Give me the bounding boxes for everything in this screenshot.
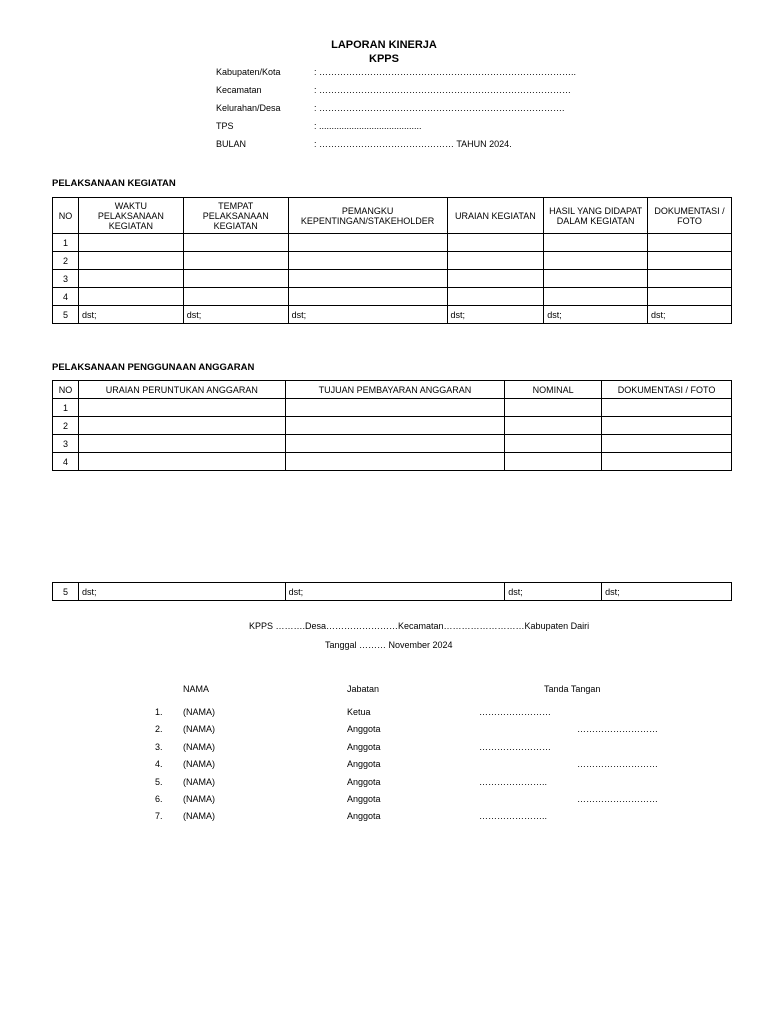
- cell: [648, 288, 732, 306]
- signature-line: ………………………: [577, 759, 658, 769]
- table-row: [53, 270, 732, 288]
- date-line: Tanggal ……… November 2024: [325, 640, 453, 650]
- signer-jabatan: Anggota: [347, 811, 381, 821]
- cell: [78, 417, 285, 435]
- cell: dst;: [285, 583, 505, 601]
- cell: [78, 435, 285, 453]
- cell: [602, 435, 732, 453]
- signer-no: 5.: [155, 777, 163, 787]
- table-row: [53, 435, 732, 453]
- cell-no: 3: [53, 435, 79, 453]
- cell: [288, 288, 447, 306]
- signature-line: …………………..: [479, 811, 548, 821]
- col-header-hasil: HASIL YANG DIDAPAT DALAM KEGIATAN: [544, 198, 648, 234]
- cell: [285, 417, 505, 435]
- table-row: [53, 288, 732, 306]
- col-header-pemangku: PEMANGKU KEPENTINGAN/STAKEHOLDER: [288, 198, 447, 234]
- signer-no: 3.: [155, 742, 163, 752]
- signer-nama: (NAMA): [183, 759, 215, 769]
- signer-no: 1.: [155, 707, 163, 717]
- cell-no: 5: [53, 306, 79, 324]
- table-anggaran-last-row: [52, 582, 732, 601]
- cell-no: 2: [53, 252, 79, 270]
- cell-no: 3: [53, 270, 79, 288]
- col-header-dokumentasi: DOKUMENTASI / FOTO: [602, 381, 732, 399]
- cell: [505, 417, 602, 435]
- cell: [447, 252, 544, 270]
- cell: [183, 234, 288, 252]
- field-value-kabupaten: : …………………………………………………………………………..: [314, 67, 577, 77]
- cell: dst;: [288, 306, 447, 324]
- cell: dst;: [648, 306, 732, 324]
- signature-line: ……………………: [479, 707, 551, 717]
- cell-no: 1: [53, 399, 79, 417]
- table-header-row: [53, 198, 732, 234]
- signer-jabatan: Anggota: [347, 794, 381, 804]
- cell: [78, 288, 183, 306]
- cell-no: 4: [53, 288, 79, 306]
- cell: [183, 252, 288, 270]
- field-value-tps: : .........................................: [314, 121, 422, 131]
- table-row: [53, 234, 732, 252]
- field-value-kelurahan: : ……………………………………………………………………….: [314, 103, 565, 113]
- document-title: LAPORAN KINERJA: [331, 39, 437, 51]
- table-kegiatan: [52, 197, 732, 324]
- signature-line: ………………………: [577, 794, 658, 804]
- cell: [78, 234, 183, 252]
- cell: [447, 234, 544, 252]
- field-label-kelurahan: Kelurahan/Desa: [216, 103, 281, 113]
- cell: dst;: [602, 583, 732, 601]
- table-row: [53, 453, 732, 471]
- section-title-anggaran: PELAKSANAAN PENGGUNAAN ANGGARAN: [52, 362, 255, 373]
- field-label-kecamatan: Kecamatan: [216, 85, 262, 95]
- cell: [78, 252, 183, 270]
- cell: dst;: [544, 306, 648, 324]
- table-row: [53, 417, 732, 435]
- cell: [648, 252, 732, 270]
- col-label-nama: NAMA: [183, 684, 210, 694]
- cell: [505, 453, 602, 471]
- signer-jabatan: Anggota: [347, 759, 381, 769]
- field-value-kecamatan: : …………………………………………………………………………: [314, 85, 572, 95]
- cell: [285, 453, 505, 471]
- cell: [602, 417, 732, 435]
- col-label-jabatan: Jabatan: [347, 684, 380, 694]
- signer-no: 4.: [155, 759, 163, 769]
- signature-line: ……………………: [479, 742, 551, 752]
- cell: dst;: [78, 583, 285, 601]
- cell: [602, 399, 732, 417]
- cell: [544, 234, 648, 252]
- signature-line: …………………..: [479, 777, 548, 787]
- field-label-tps: TPS: [216, 121, 234, 131]
- signer-nama: (NAMA): [183, 811, 215, 821]
- col-header-waktu: WAKTU PELAKSANAAN KEGIATAN: [78, 198, 183, 234]
- col-header-dokumentasi: DOKUMENTASI / FOTO: [648, 198, 732, 234]
- cell: [183, 270, 288, 288]
- cell: [447, 270, 544, 288]
- table-row: [53, 399, 732, 417]
- col-header-uraian-peruntukan: URAIAN PERUNTUKAN ANGGARAN: [78, 381, 285, 399]
- table-row: [53, 583, 732, 601]
- cell: [285, 435, 505, 453]
- signer-jabatan: Anggota: [347, 724, 381, 734]
- cell: [544, 270, 648, 288]
- cell: [544, 252, 648, 270]
- cell: dst;: [78, 306, 183, 324]
- cell: dst;: [447, 306, 544, 324]
- field-value-bulan: : ……………………………………… TAHUN 2024.: [314, 139, 512, 149]
- location-line: KPPS ……….Desa……………………Kecamatan………………………Kabupaten Dairi: [249, 621, 590, 631]
- section-title-kegiatan: PELAKSANAAN KEGIATAN: [52, 178, 176, 189]
- cell-no: 1: [53, 234, 79, 252]
- cell: [648, 234, 732, 252]
- cell: [648, 270, 732, 288]
- cell: dst;: [183, 306, 288, 324]
- table-header-row: [53, 381, 732, 399]
- cell-no: 2: [53, 417, 79, 435]
- table-row: [53, 306, 732, 324]
- field-label-kabupaten: Kabupaten/Kota: [216, 67, 281, 77]
- cell: [288, 270, 447, 288]
- cell: [288, 252, 447, 270]
- cell: [183, 288, 288, 306]
- col-header-no: NO: [53, 198, 79, 234]
- cell: [285, 399, 505, 417]
- document-subtitle: KPPS: [369, 53, 399, 65]
- col-header-nominal: NOMINAL: [505, 381, 602, 399]
- signer-no: 6.: [155, 794, 163, 804]
- cell: dst;: [505, 583, 602, 601]
- signer-jabatan: Anggota: [347, 742, 381, 752]
- col-header-tujuan-pembayaran: TUJUAN PEMBAYARAN ANGGARAN: [285, 381, 505, 399]
- field-label-bulan: BULAN: [216, 139, 247, 149]
- cell: [505, 435, 602, 453]
- signer-jabatan: Ketua: [347, 707, 371, 717]
- col-header-uraian: URAIAN KEGIATAN: [447, 198, 544, 234]
- cell-no: 5: [53, 583, 79, 601]
- cell: [505, 399, 602, 417]
- col-header-no: NO: [53, 381, 79, 399]
- signer-no: 7.: [155, 811, 163, 821]
- cell: [78, 453, 285, 471]
- cell: [544, 288, 648, 306]
- signer-jabatan: Anggota: [347, 777, 381, 787]
- signer-nama: (NAMA): [183, 707, 215, 717]
- signer-nama: (NAMA): [183, 794, 215, 804]
- table-row: [53, 252, 732, 270]
- cell: [78, 270, 183, 288]
- cell: [447, 288, 544, 306]
- signer-nama: (NAMA): [183, 777, 215, 787]
- col-label-tanda-tangan: Tanda Tangan: [544, 684, 601, 694]
- table-anggaran: [52, 380, 732, 471]
- signer-nama: (NAMA): [183, 742, 215, 752]
- cell: [78, 399, 285, 417]
- cell: [602, 453, 732, 471]
- signature-line: ………………………: [577, 724, 658, 734]
- signer-nama: (NAMA): [183, 724, 215, 734]
- signer-no: 2.: [155, 724, 163, 734]
- cell: [288, 234, 447, 252]
- col-header-tempat: TEMPAT PELAKSANAAN KEGIATAN: [183, 198, 288, 234]
- cell-no: 4: [53, 453, 79, 471]
